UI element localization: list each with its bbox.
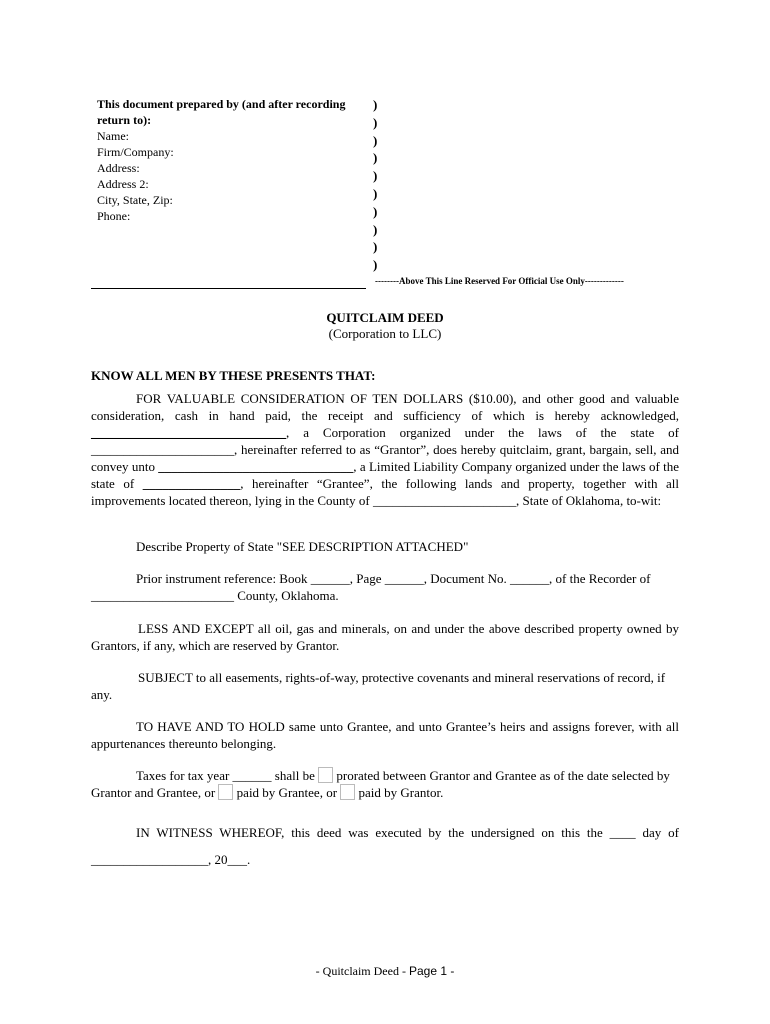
document-subtitle: (Corporation to LLC) <box>328 326 442 341</box>
official-use-notice: --------Above This Line Reserved For Official Use Only------------- <box>375 276 624 286</box>
address-label: Address: <box>97 161 140 175</box>
property-description: Describe Property of State "SEE DESCRIPTION ATTACHED" <box>136 539 469 554</box>
phone-label: Phone: <box>97 209 131 223</box>
city-state-zip-label: City, State, Zip: <box>97 193 173 207</box>
grantee-name-blank[interactable]: ______________________________ <box>158 459 354 474</box>
paren: ) <box>373 97 378 112</box>
paren: ) <box>373 257 378 273</box>
prorated-text: prorated between Grantor and Grantee as of the date selected by Grantor and Grantee, or <box>91 768 670 800</box>
name-label: Name: <box>97 129 129 143</box>
footer-label: - Quitclaim Deed - <box>315 964 409 978</box>
consideration-paragraph <box>91 390 679 509</box>
subject-to-paragraph: SUBJECT to all easements, rights-of-way, protective covenants and mineral reservations of record, if any. <box>91 670 666 702</box>
paid-by-grantor-checkbox[interactable] <box>340 784 355 800</box>
preparer-block <box>97 96 367 224</box>
to-have-and-hold-paragraph: TO HAVE AND TO HOLD same unto Grantee, and unto Grantee’s heirs and assigns forever, with all appurtenances thereunto belonging. <box>91 719 679 751</box>
page-footer <box>0 964 770 979</box>
address2-label: Address 2: <box>97 177 149 191</box>
grantee-state-blank[interactable]: _______________ <box>142 476 241 491</box>
grantor-text: , a Corporation organized under the laws of the state of ______________________, hereinafter referred to as “Grantor”, does hereby quitclaim, grant, bargain, sell, and convey unto <box>91 425 679 474</box>
firm-label: Firm/Company: <box>97 145 174 159</box>
prior-instrument-line2: ______________________ County, Oklahoma. <box>91 588 339 603</box>
less-and-except-paragraph: LESS AND EXCEPT all oil, gas and minerals, on and under the above described property owned by Grantors, if any, which are reserved by Grantor. <box>91 621 679 653</box>
taxes-paragraph <box>91 767 679 801</box>
grantee-text: , a Limited Liability Company organized under the laws of the state of <box>91 459 679 491</box>
paren: ) <box>373 221 378 237</box>
bracket-column <box>373 96 385 274</box>
consideration-text: FOR VALUABLE CONSIDERATION OF TEN DOLLARS ($10.00), and other good and valuable consideration, cash in hand paid, the receipt and sufficiency of which is hereby acknowledged, <box>91 391 679 423</box>
recording-divider-line <box>91 288 366 289</box>
paren: ) <box>373 150 378 166</box>
execution-date-line[interactable]: __________________, 20___. <box>91 852 251 867</box>
paren: ) <box>373 168 378 184</box>
page-number: Page 1 - <box>408 964 455 978</box>
in-witness-paragraph: IN WITNESS WHEREOF, this deed was executed by the undersigned on this the ____ day of <box>136 825 679 840</box>
prorated-checkbox[interactable] <box>318 767 333 783</box>
paren: ) <box>373 185 378 201</box>
paren: ) <box>373 114 378 130</box>
document-title: QUITCLAIM DEED <box>326 310 444 325</box>
prepared-by-line1: This document prepared by (and after recording <box>97 97 346 111</box>
grantor-name-blank[interactable]: ______________________________ <box>91 425 286 440</box>
paid-by-grantor-text: paid by Grantor. <box>355 785 444 800</box>
prepared-by-line2: return to): <box>97 113 152 127</box>
know-all-men-heading: KNOW ALL MEN BY THESE PRESENTS THAT: <box>91 368 376 383</box>
paren: ) <box>373 239 378 255</box>
paid-by-grantee-text: paid by Grantee, or <box>233 785 341 800</box>
paid-by-grantee-checkbox[interactable] <box>218 784 233 800</box>
paren: ) <box>373 132 378 148</box>
paren: ) <box>373 203 378 219</box>
taxes-text: Taxes for tax year ______ shall be <box>136 768 319 783</box>
county-text: , hereinafter “Grantee”, the following lands and property, together with all improvements located thereon, lying in the County of ______________________, State of Oklahoma, to-wit: <box>91 476 679 508</box>
prior-instrument-line1: Prior instrument reference: Book ______, Page ______, Document No. ______, of the Recorder of <box>136 571 651 586</box>
